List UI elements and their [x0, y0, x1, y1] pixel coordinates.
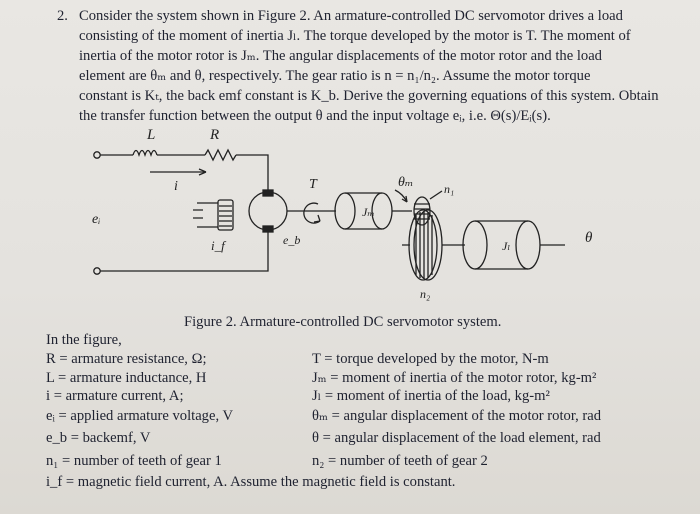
- figure-caption: Figure 2. Armature-controlled DC servomotor system.: [184, 314, 502, 330]
- legend-left-4: eᵢ = applied armature voltage, V: [46, 408, 234, 424]
- legend-right-2: Jₘ = moment of inertia of the motor rotor, kg-m²: [312, 370, 597, 386]
- legend-right-5: θ = angular displacement of the load element, rad: [312, 430, 601, 446]
- question-line-1: Consider the system shown in Figure 2. An armature-controlled DC servomotor drives a load: [79, 8, 623, 24]
- label-JL: Jₗ: [502, 239, 511, 253]
- label-theta: θ: [585, 230, 593, 246]
- label-L: L: [147, 127, 156, 143]
- legend-left-2: L = armature inductance, H: [46, 370, 207, 386]
- legend-right-3: Jₗ = moment of inertia of the load, kg-m²: [312, 388, 550, 404]
- question-line-2: consisting of the moment of inertia Jₗ. The torque developed by the motor is T. The moment of: [79, 28, 631, 44]
- label-n1: n₁: [444, 182, 455, 196]
- legend-intro: In the figure,: [46, 332, 122, 348]
- question-line-6: the transfer function between the output θ and the input voltage eᵢ, i.e. Θ(s)/Eᵢ(s).: [79, 108, 551, 124]
- legend-right-6: n₂ = number of teeth of gear 2: [312, 453, 488, 469]
- legend-left-6: n₁ = number of teeth of gear 1: [46, 453, 222, 469]
- label-R: R: [210, 127, 220, 143]
- question-line-3: inertia of the motor rotor is Jₘ. The angular displacements of the motor rotor and the load: [79, 48, 602, 64]
- label-T: T: [309, 177, 317, 192]
- question-line-5: constant is Kₜ, the back emf constant is K_b. Derive the governing equations of this system. Obtain: [79, 88, 659, 104]
- label-eb: e_b: [283, 233, 301, 247]
- label-Jm: Jₘ: [362, 205, 375, 219]
- legend-left-1: R = armature resistance, Ω;: [46, 351, 207, 367]
- label-ei: eᵢ: [92, 212, 101, 227]
- question-line-4: element are θₘ and θ, respectively. The gear ratio is n = n₁/n₂. Assume the motor torque: [79, 68, 591, 84]
- legend-left-3: i = armature current, A;: [46, 388, 184, 404]
- legend-left-5: e_b = backemf, V: [46, 430, 151, 446]
- label-if: i_f: [211, 238, 225, 253]
- label-theta-m: θₘ: [398, 175, 414, 190]
- question-number: 2.: [57, 8, 68, 24]
- legend-right-4: θₘ = angular displacement of the motor rotor, rad: [312, 408, 602, 424]
- label-n2: n₂: [420, 287, 431, 301]
- legend-last: i_f = magnetic field current, A. Assume the magnetic field is constant.: [46, 474, 456, 490]
- legend-right-1: T = torque developed by the motor, N-m: [312, 351, 549, 367]
- label-i: i: [174, 179, 178, 194]
